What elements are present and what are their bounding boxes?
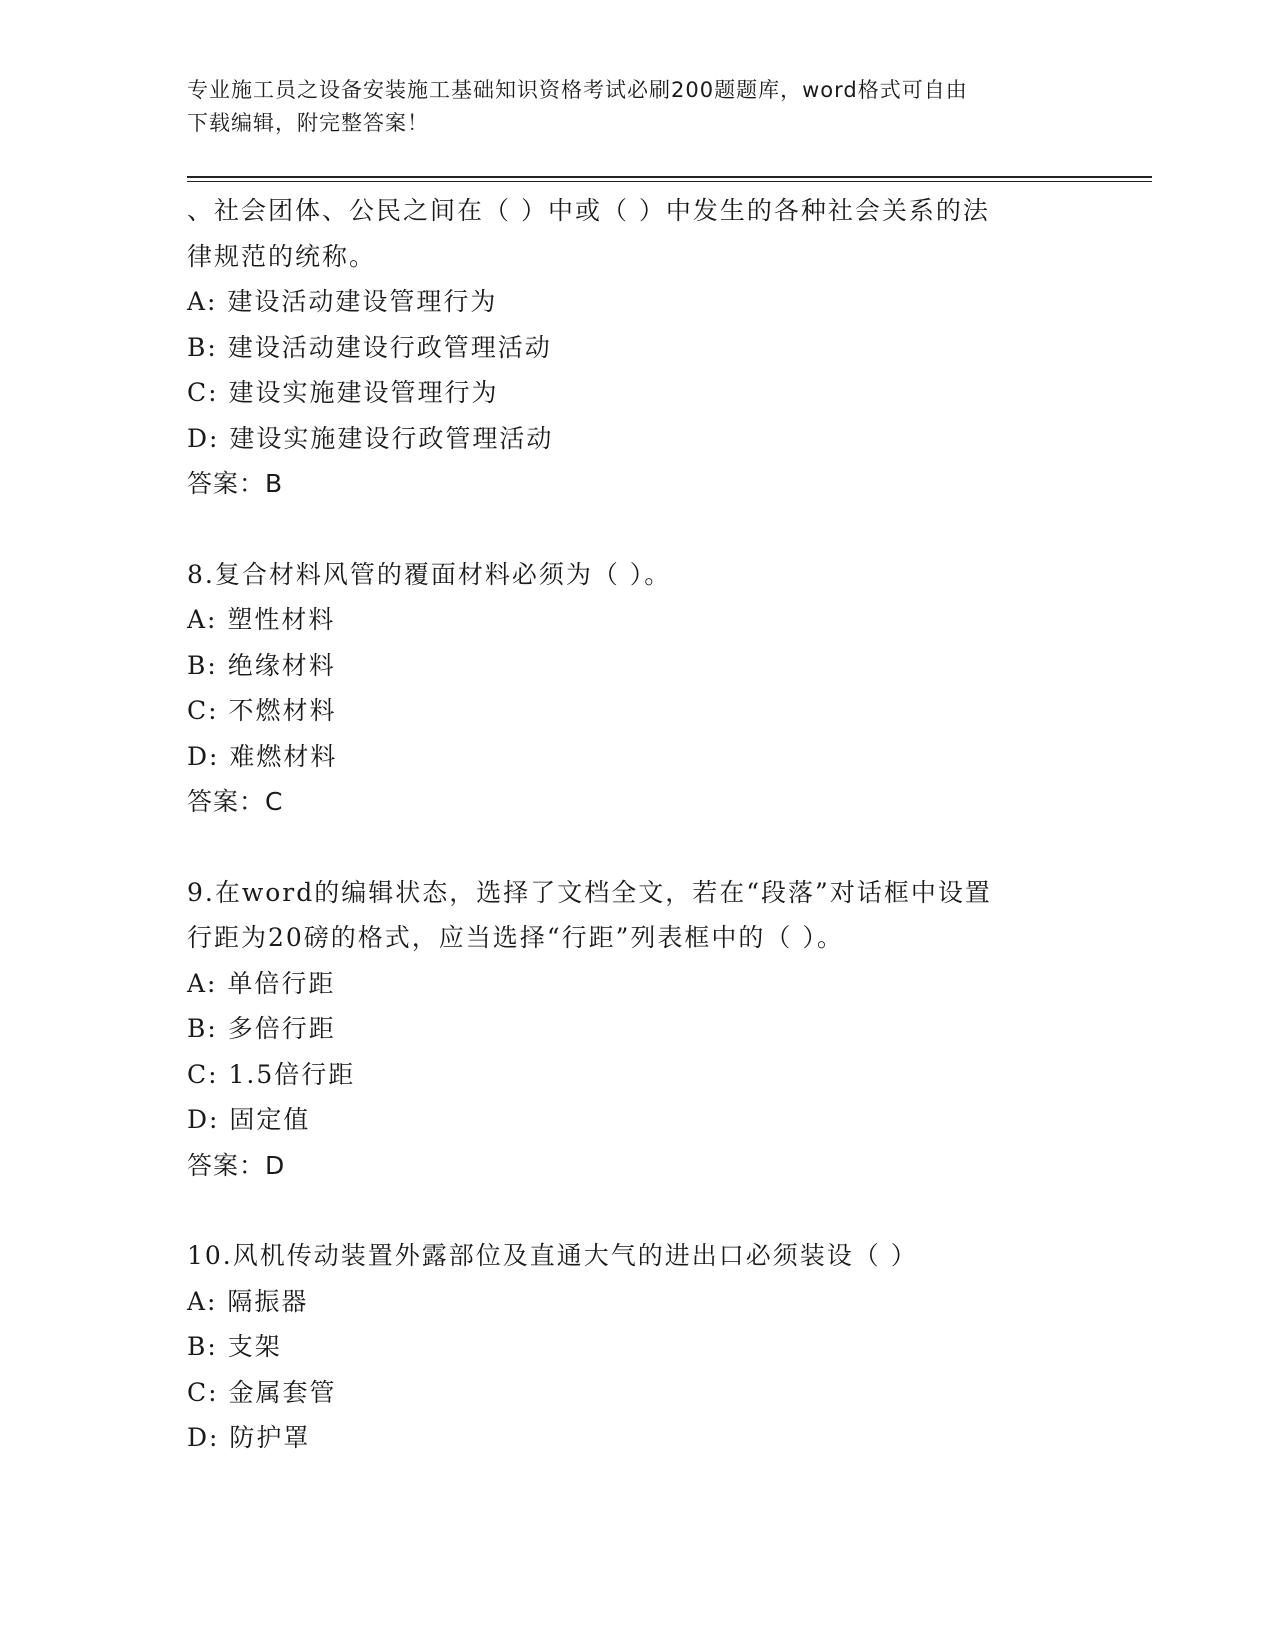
- document-header: [187, 74, 1067, 140]
- option-c: C: 建设实施建设管理行为: [187, 378, 499, 407]
- option-d: D: 建设实施建设行政管理活动: [187, 423, 554, 453]
- question-text-line: 9.在word的编辑状态，选择了文档全文，若在“段落”对话框中设置: [187, 877, 992, 907]
- question-9: [187, 870, 1087, 1189]
- question-8: [187, 552, 1087, 825]
- option-c: C: 不燃材料: [187, 696, 337, 725]
- question-text-line: 、社会团体、公民之间在（ ）中或（ ）中发生的各种社会关系的法: [187, 196, 990, 225]
- question-text-line: 8.复合材料风管的覆面材料必须为（ ）。: [187, 559, 672, 589]
- question-text-line: 行距为20磅的格式，应当选择“行距”列表框中的（ ）。: [187, 923, 844, 952]
- question-spacer: [187, 1188, 1087, 1233]
- header-title-line-1: 专业施工员之设备安装施工基础知识资格考试必刷200题题库，word格式可自由: [187, 78, 968, 102]
- question-spacer: [187, 507, 1087, 552]
- option-d: D: 固定值: [187, 1105, 311, 1134]
- option-d: D: 难燃材料: [187, 741, 338, 771]
- question-list: [187, 188, 1087, 1461]
- option-a: A: 塑性材料: [187, 605, 336, 634]
- question-text-line: 10.风机传动装置外露部位及直通大气的进出口必须装设（ ）: [187, 1241, 918, 1270]
- question-7: [187, 188, 1087, 507]
- header-title-line-2: 下载编辑，附完整答案！: [187, 111, 429, 135]
- answer-line: 答案：D: [187, 1150, 286, 1180]
- option-b: B: 绝缘材料: [187, 650, 336, 680]
- option-b: B: 建设活动建设行政管理活动: [187, 332, 552, 362]
- option-a: A: 隔振器: [187, 1286, 309, 1316]
- question-10: [187, 1233, 1087, 1461]
- answer-line: 答案：B: [187, 469, 284, 498]
- option-a: A: 单倍行距: [187, 968, 336, 998]
- option-d: D: 防护罩: [187, 1423, 311, 1452]
- question-spacer: [187, 825, 1087, 870]
- header-divider-thick: [187, 176, 1152, 178]
- option-b: B: 多倍行距: [187, 1014, 336, 1043]
- option-c: C: 金属套管: [187, 1377, 337, 1407]
- option-c: C: 1.5倍行距: [187, 1059, 356, 1089]
- option-b: B: 支架: [187, 1332, 282, 1361]
- question-text-line: 律规范的统称。: [187, 241, 377, 271]
- header-divider-thin: [187, 181, 1152, 182]
- answer-line: 答案：C: [187, 787, 284, 816]
- option-a: A: 建设活动建设管理行为: [187, 287, 498, 316]
